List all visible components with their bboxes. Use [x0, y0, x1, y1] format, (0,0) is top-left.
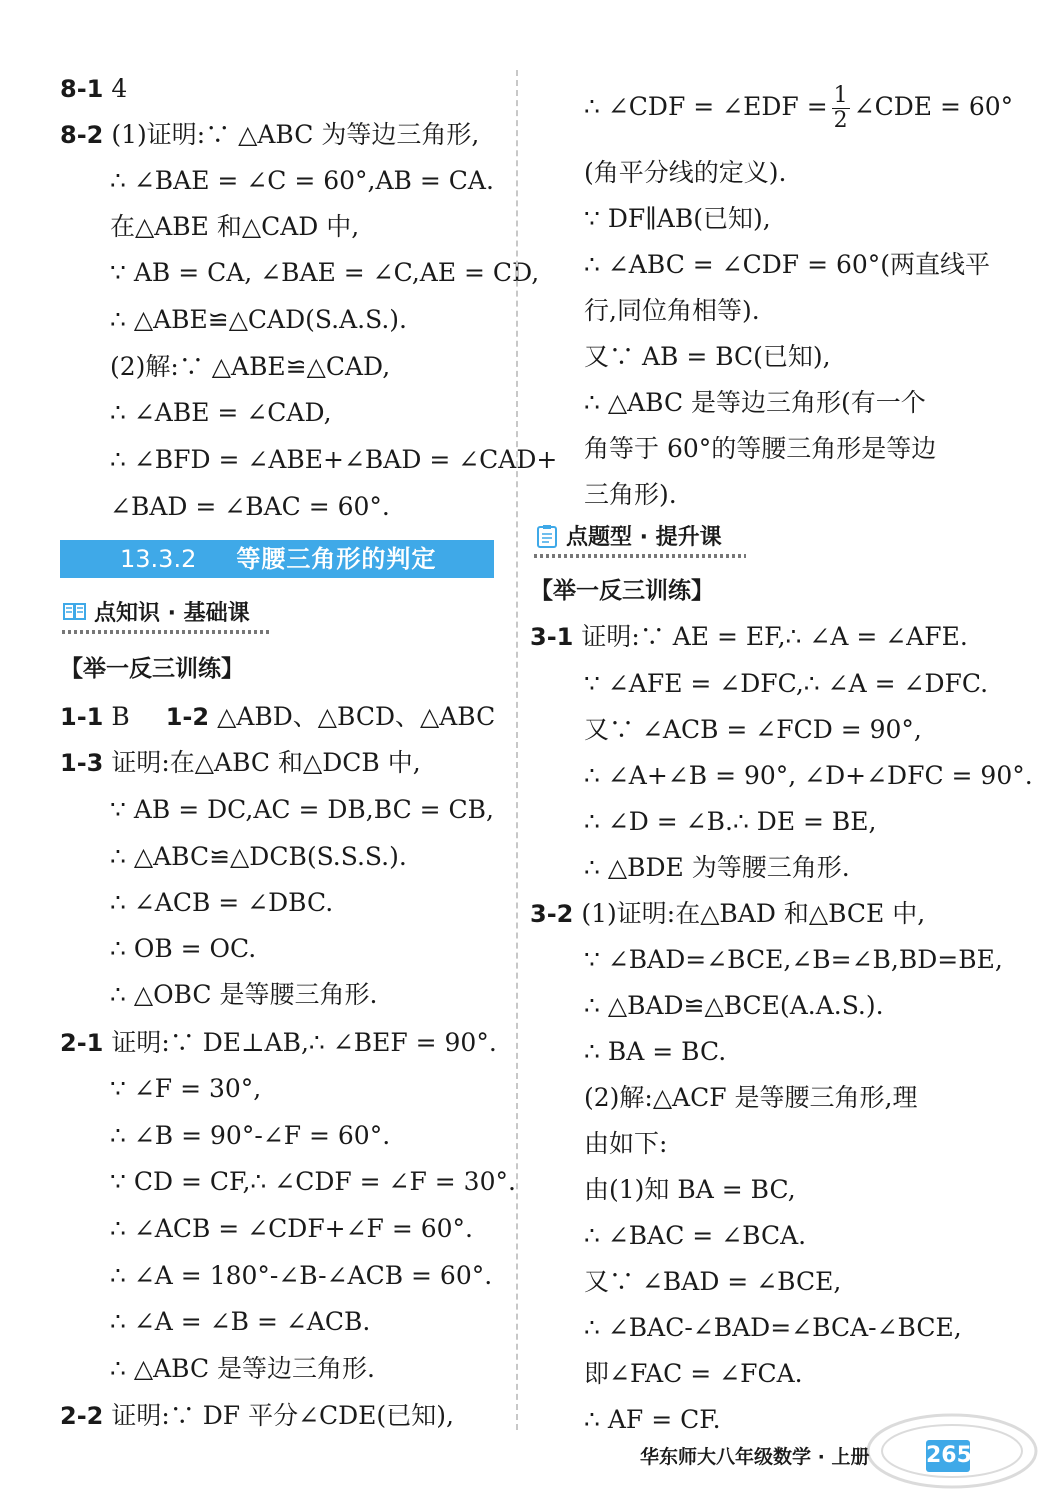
answer-line: 2-1 证明:∵ DE⊥AB,∴ ∠BEF = 90°. — [60, 1028, 497, 1057]
answer-line: ∴ △BDE 为等腰三角形. — [584, 853, 850, 882]
answer-line: (角平分线的定义). — [584, 158, 787, 187]
answer-line: ∴ ∠B = 90°-∠F = 60°. — [110, 1121, 391, 1150]
answer-line: ∵ CD = CF,∴ ∠CDF = ∠F = 30°. — [110, 1167, 516, 1196]
answer-line: ∵ DF∥AB(已知), — [584, 204, 771, 233]
training-subheading: 【举一反三训练】 — [530, 578, 714, 604]
answer-line: 即∠FAC = ∠FCA. — [584, 1359, 803, 1388]
answer-line: ∴ ∠BAC = ∠BCA. — [584, 1221, 807, 1250]
answer-line: 又∵ ∠BAD = ∠BCE, — [584, 1267, 842, 1296]
answer-line: ∵ AB = DC,AC = DB,BC = CB, — [110, 795, 494, 824]
column-divider — [516, 70, 518, 1430]
answer-line: ∴ ∠A+∠B = 90°, ∠D+∠DFC = 90°. — [584, 761, 1033, 790]
answer-line: 8-2 (1)证明:∵ △ABC 为等边三角形, — [60, 120, 480, 149]
section-number: 13.3.2 — [120, 545, 197, 573]
section-heading-advanced: 点题型 · 提升课 — [534, 522, 722, 554]
answer-line: ∴ ∠D = ∠B.∴ DE = BE, — [584, 807, 877, 836]
answer-line: ∴ ∠BAC-∠BAD=∠BCA-∠BCE, — [584, 1313, 962, 1342]
answer-line: 3-1 证明:∵ AE = EF,∴ ∠A = ∠AFE. — [530, 622, 968, 651]
answer-line: ∴ ∠ABC = ∠CDF = 60°(两直线平 — [584, 250, 991, 279]
answer-line: ∴ ∠ABE = ∠CAD, — [110, 398, 332, 427]
answer-line: ∴ △ABE≌△CAD(S.A.S.). — [110, 305, 407, 334]
answer-line: 在△ABE 和△CAD 中, — [110, 212, 360, 241]
training-subheading: 【举一反三训练】 — [60, 656, 244, 682]
answer-line: ∵ ∠AFE = ∠DFC,∴ ∠A = ∠DFC. — [584, 669, 989, 698]
section-heading-basic: 点知识 · 基础课 — [62, 598, 250, 630]
answer-line: ∴ △BAD≌△BCE(A.A.S.). — [584, 991, 884, 1020]
fraction: $\frac{1}{2}$ — [833, 83, 848, 133]
section-title: 等腰三角形的判定 — [236, 545, 437, 573]
answer-line: ∵ AB = CA, ∠BAE = ∠C,AE = CD, — [110, 258, 540, 287]
answer-line: ∴ △ABC 是等边三角形(有一个 — [584, 388, 926, 417]
answer-line: 又∵ AB = BC(已知), — [584, 342, 831, 371]
answer-line: ∵ ∠F = 30°, — [110, 1074, 262, 1103]
answer-line: ∴ ∠A = ∠B = ∠ACB. — [110, 1307, 371, 1336]
book-footer-title: 华东师大八年级数学 · 上册 — [640, 1446, 870, 1468]
answer-line: 2-2 证明:∵ DF 平分∠CDE(已知), — [60, 1401, 454, 1430]
answer-line: 8-1 4 — [60, 74, 128, 103]
page-number: 265 — [926, 1440, 970, 1472]
heading-underline — [62, 630, 272, 634]
answer-line: ∴ △ABC 是等边三角形. — [110, 1354, 375, 1383]
book-icon — [62, 599, 88, 625]
answer-line: 又∵ ∠ACB = ∠FCD = 90°, — [584, 715, 922, 744]
answer-line: ∴ BA = BC. — [584, 1037, 727, 1066]
answer-line: (2)解:∵ △ABE≌△CAD, — [110, 352, 391, 381]
answer-line: ∴ ∠BAE = ∠C = 60°,AB = CA. — [110, 166, 494, 195]
answer-line: ∴ OB = OC. — [110, 934, 257, 963]
answer-line: ∠BAD = ∠BAC = 60°. — [110, 492, 390, 521]
answer-line: ∵ ∠BAD=∠BCE,∠B=∠B,BD=BE, — [584, 945, 1003, 974]
answer-line: 角等于 60°的等腰三角形是等边 — [584, 434, 937, 463]
answer-line: ∴ ∠ACB = ∠DBC. — [110, 888, 334, 917]
section-banner — [60, 540, 494, 578]
answer-line: 行,同位角相等). — [584, 296, 760, 325]
answer-line: (2)解:△ACF 是等腰三角形,理 — [584, 1083, 918, 1112]
answer-line: ∴ ∠BFD = ∠ABE+∠BAD = ∠CAD+ — [110, 445, 558, 474]
answer-line: 1-1 B 1-2 △ABD、△BCD、△ABC — [60, 702, 496, 731]
clipboard-icon — [534, 523, 560, 549]
answer-line: ∴ ∠A = 180°-∠B-∠ACB = 60°. — [110, 1261, 493, 1290]
answer-line: 3-2 (1)证明:在△BAD 和△BCE 中, — [530, 899, 926, 928]
answer-line: 三角形). — [584, 480, 677, 509]
answer-line: 由如下: — [584, 1129, 668, 1158]
answer-line: ∴ △ABC≌△DCB(S.S.S.). — [110, 842, 407, 871]
answer-line: ∴ AF = CF. — [584, 1405, 721, 1434]
heading-underline — [534, 554, 746, 558]
answer-line: ∴ ∠ACB = ∠CDF+∠F = 60°. — [110, 1214, 474, 1243]
answer-line: 1-3 证明:在△ABC 和△DCB 中, — [60, 748, 421, 777]
answer-line: 由(1)知 BA = BC, — [584, 1175, 796, 1204]
fraction-line: ∴ ∠CDF = ∠EDF = $\frac{1}{2}$ ∠CDE = 60° — [584, 83, 1014, 133]
answer-line: ∴ △OBC 是等腰三角形. — [110, 980, 378, 1009]
